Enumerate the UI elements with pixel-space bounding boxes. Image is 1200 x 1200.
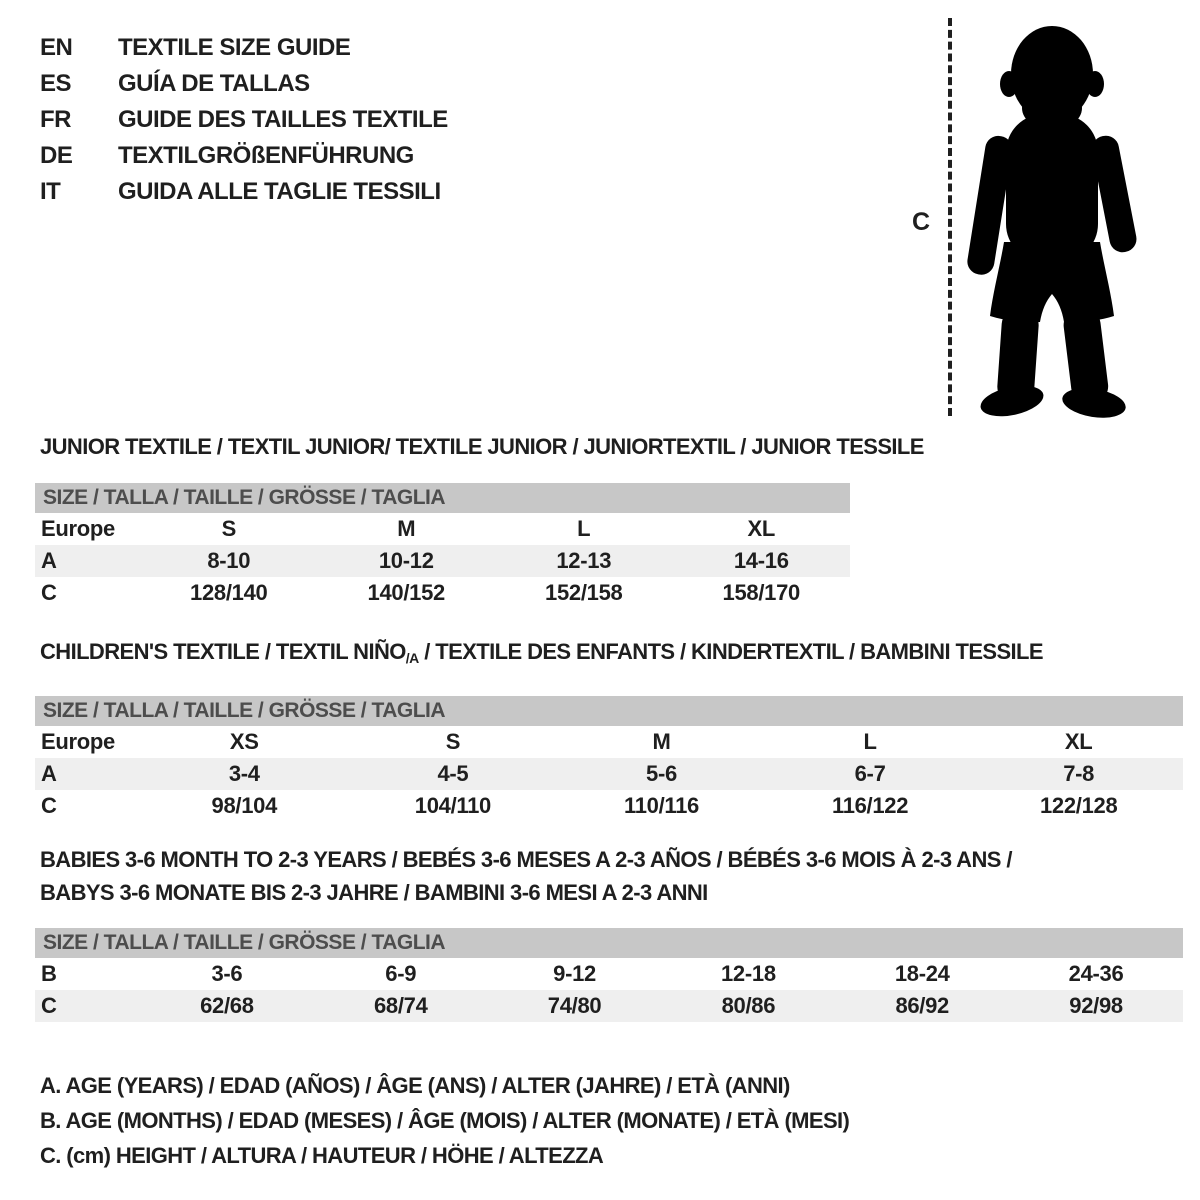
title-text: JUNIOR TEXTILE / TEXTIL JUNIOR/ TEXTILE JUNIOR / JUNIORTEXTIL / JUNIOR TESSILE	[40, 434, 924, 459]
language-code: IT	[40, 178, 61, 205]
table-cell: 68/74	[373, 993, 428, 1018]
table-cell: 98/104	[211, 793, 278, 818]
table-cell: 116/122	[831, 793, 909, 818]
row-label: Europe	[41, 516, 115, 541]
language-title: GUÍA DE TALLAS	[118, 70, 310, 97]
language-code: EN	[40, 34, 73, 61]
table-cell: 3-4	[228, 761, 260, 786]
table-cell: S	[221, 516, 236, 541]
table-row	[35, 990, 1183, 1022]
childrens-textile-section	[35, 640, 1183, 822]
table-row	[35, 545, 850, 577]
table-row	[35, 758, 1183, 790]
table-cell: 80/86	[721, 993, 776, 1018]
table-cell: 3-6	[211, 961, 243, 986]
title-text: CHILDREN'S TEXTILE / TEXTIL NIÑO	[40, 639, 406, 664]
table-cell: 24-36	[1068, 961, 1124, 986]
table-row	[35, 726, 1183, 758]
table-cell: L	[863, 729, 877, 754]
table-cell: L	[577, 516, 591, 541]
toddler-silhouette-icon	[962, 20, 1142, 420]
table-cell: XS	[229, 729, 259, 754]
table-cell: XL	[1064, 729, 1093, 754]
row-label: A	[41, 548, 57, 573]
table-cell: 110/116	[623, 793, 699, 818]
table-title-line	[40, 434, 924, 459]
babies-textile-section	[35, 843, 1183, 1022]
size-header-bar: SIZE / TALLA / TAILLE / GRÖSSE / TAGLIA	[35, 483, 850, 513]
row-label: B	[41, 961, 57, 986]
table-cell: 18-24	[894, 961, 950, 986]
table-row	[35, 958, 1183, 990]
table-cell: 10-12	[378, 548, 434, 573]
legend-line: A. AGE (YEARS) / EDAD (AÑOS) / ÂGE (ANS) / ALTER (JAHRE) / ETÀ (ANNI)	[40, 1073, 790, 1098]
table-cell: XL	[747, 516, 775, 541]
table-cell: 122/128	[1039, 793, 1118, 818]
language-row	[40, 102, 448, 138]
junior-textile-section	[35, 434, 924, 609]
language-row	[40, 30, 448, 66]
table-row	[35, 513, 850, 545]
table-title	[35, 843, 1183, 909]
table-cell: 128/140	[190, 580, 268, 605]
table-cell: 6-7	[854, 761, 886, 786]
title-text: BABIES 3-6 MONTH TO 2-3 YEARS / BEBÉS 3-6 MESES A 2-3 AÑOS / BÉBÉS 3-6 MOIS À 2-3 ANS /	[40, 847, 1012, 872]
table-cell: 92/98	[1069, 993, 1123, 1018]
table-cell: 8-10	[207, 548, 251, 573]
table-cell: 140/152	[367, 580, 445, 605]
table-cell: 5-6	[646, 761, 677, 786]
row-label: C	[41, 793, 57, 818]
table-cell: 12-18	[721, 961, 776, 986]
row-label: A	[41, 761, 57, 786]
table-row	[35, 577, 850, 609]
table-title-line	[40, 640, 1183, 670]
table-title-line	[40, 843, 1183, 876]
legend-line: B. AGE (MONTHS) / EDAD (MESES) / ÂGE (MOIS) / ALTER (MONATE) / ETÀ (MESI)	[40, 1108, 850, 1133]
table-title	[35, 640, 1183, 670]
language-row	[40, 174, 448, 210]
legend-line: C. (cm) HEIGHT / ALTURA / HAUTEUR / HÖHE / ALTEZZA	[40, 1143, 604, 1168]
row-label: Europe	[41, 729, 115, 754]
title-text: / TEXTILE DES ENFANTS / KINDERTEXTIL / BAMBINI TESSILE	[418, 639, 1043, 664]
table-cell: 7-8	[1063, 761, 1095, 786]
table-title-line	[40, 876, 1183, 909]
table-cell: M	[397, 516, 416, 541]
table-cell: 62/68	[200, 993, 254, 1018]
language-title: TEXTILE SIZE GUIDE	[118, 34, 351, 61]
height-measure-label: C	[912, 208, 931, 236]
language-code: FR	[40, 106, 71, 133]
table-row	[35, 790, 1183, 822]
size-header-bar: SIZE / TALLA / TAILLE / GRÖSSE / TAGLIA	[35, 696, 1183, 726]
table-cell: 152/158	[545, 580, 623, 605]
language-row	[40, 138, 448, 174]
table-cell: 4-5	[437, 761, 469, 786]
title-subscript: /A	[405, 650, 419, 666]
language-code: DE	[40, 142, 73, 169]
table-cell: 6-9	[385, 961, 417, 986]
table-title	[35, 434, 924, 459]
language-code: ES	[40, 70, 72, 97]
language-title: GUIDA ALLE TAGLIE TESSILI	[118, 178, 441, 205]
table-cell: 14-16	[733, 548, 789, 573]
table-cell: M	[652, 729, 671, 754]
table-cell: 12-13	[556, 548, 612, 573]
table-cell: 74/80	[547, 993, 602, 1018]
measure-legend	[40, 1068, 849, 1173]
table-cell: 9-12	[553, 961, 596, 986]
language-title: TEXTILGRÖßENFÜHRUNG	[118, 142, 414, 169]
language-title: GUIDE DES TAILLES TEXTILE	[118, 106, 448, 133]
row-label: C	[41, 993, 57, 1018]
table-cell: S	[445, 729, 461, 754]
language-title-list	[40, 30, 448, 210]
row-label: C	[41, 580, 57, 605]
table-cell: 158/170	[722, 580, 800, 605]
language-row	[40, 66, 448, 102]
size-header-bar: SIZE / TALLA / TAILLE / GRÖSSE / TAGLIA	[35, 928, 1183, 958]
table-cell: 86/92	[895, 993, 949, 1018]
table-cell: 104/110	[414, 793, 491, 818]
height-dashed-line	[948, 18, 952, 416]
title-text: BABYS 3-6 MONATE BIS 2-3 JAHRE / BAMBINI 3-6 MESI A 2-3 ANNI	[40, 880, 708, 905]
